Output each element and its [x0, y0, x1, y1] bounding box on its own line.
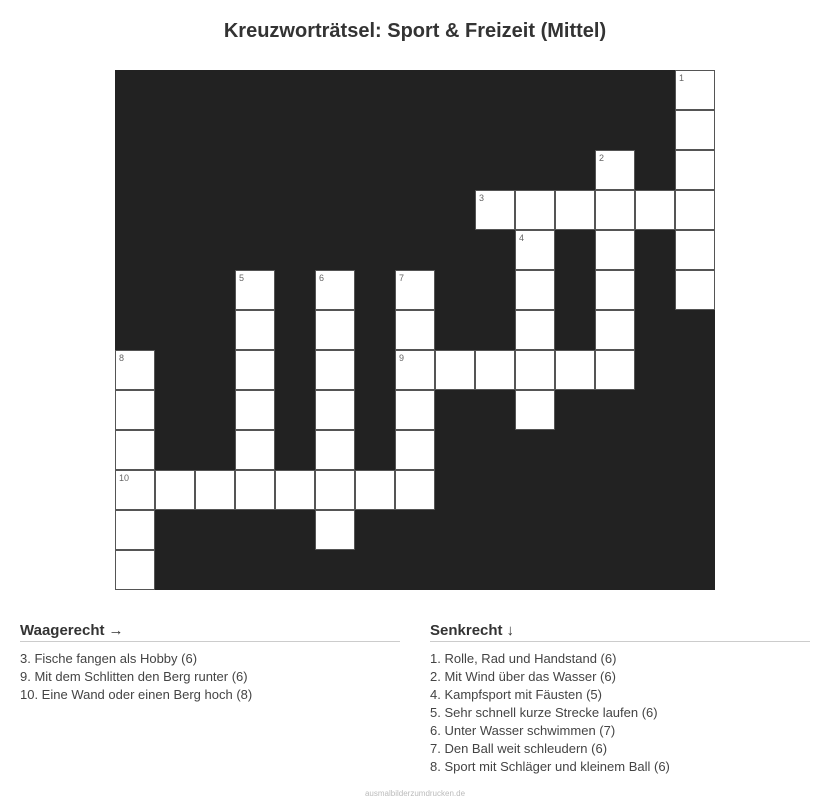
grid-cell[interactable] [475, 350, 515, 390]
down-heading-label: Senkrecht [430, 622, 503, 639]
grid-cell[interactable] [275, 470, 315, 510]
grid-cell[interactable] [435, 350, 475, 390]
grid-cell[interactable] [395, 310, 435, 350]
grid-cell[interactable] [395, 430, 435, 470]
clue-number: 4 [519, 233, 525, 243]
grid-cell[interactable] [595, 230, 635, 270]
grid-cell[interactable] [395, 470, 435, 510]
across-clue: 9. Mit dem Schlitten den Berg runter (6) [20, 669, 248, 684]
grid-cell[interactable] [515, 230, 555, 270]
arrow-down-icon: ↓ [506, 622, 515, 639]
grid-cell[interactable] [395, 390, 435, 430]
down-clue: 2. Mit Wind über das Wasser (6) [430, 669, 616, 684]
clue-number: 7 [399, 273, 405, 283]
grid-cell[interactable] [315, 390, 355, 430]
grid-cell[interactable] [315, 270, 355, 310]
grid-cell[interactable] [395, 350, 435, 390]
grid-cell[interactable] [555, 350, 595, 390]
grid-cell[interactable] [395, 270, 435, 310]
footer-credit: ausmalbilderzumdrucken.de [364, 789, 466, 798]
clue-number: 8 [119, 353, 125, 363]
across-heading-label: Waagerecht [20, 622, 105, 639]
grid-cell[interactable] [515, 350, 555, 390]
grid-cell[interactable] [115, 430, 155, 470]
down-clue: 4. Kampfsport mit Fäusten (5) [430, 687, 602, 702]
grid-cell[interactable] [595, 270, 635, 310]
across-clue-list [20, 650, 400, 704]
grid-cell[interactable] [115, 390, 155, 430]
across-clue: 10. Eine Wand oder einen Berg hoch (8) [20, 687, 253, 702]
grid-cell[interactable] [595, 350, 635, 390]
grid-cell[interactable] [115, 350, 155, 390]
grid-cell[interactable] [595, 150, 635, 190]
clue-number: 6 [319, 273, 325, 283]
grid-cell[interactable] [675, 110, 715, 150]
grid-cell[interactable] [355, 470, 395, 510]
across-clues-panel [20, 622, 400, 704]
grid-cell[interactable] [235, 390, 275, 430]
clue-number: 2 [599, 153, 605, 163]
grid-cell[interactable] [315, 350, 355, 390]
grid-cell[interactable] [115, 470, 155, 510]
grid-cell[interactable] [475, 190, 515, 230]
clue-number: 10 [119, 473, 130, 483]
down-clue: 5. Sehr schnell kurze Strecke laufen (6) [430, 705, 658, 720]
clue-number: 9 [399, 353, 405, 363]
grid-cell[interactable] [635, 190, 675, 230]
grid-cell[interactable] [235, 350, 275, 390]
clue-number: 5 [239, 273, 245, 283]
across-clue: 3. Fische fangen als Hobby (6) [20, 651, 198, 666]
grid-cell[interactable] [515, 310, 555, 350]
grid-cell[interactable] [675, 270, 715, 310]
grid-cell[interactable] [115, 510, 155, 550]
grid-cell[interactable] [515, 390, 555, 430]
down-clue-list [430, 650, 810, 776]
grid-cell[interactable] [195, 470, 235, 510]
grid-cell[interactable] [595, 310, 635, 350]
crossword-grid [115, 70, 715, 590]
grid-cell[interactable] [155, 470, 195, 510]
puzzle-title: Kreuzworträtsel: Sport & Freizeit (Mittel) [223, 20, 607, 42]
grid-cell[interactable] [235, 470, 275, 510]
down-heading [430, 622, 810, 642]
grid-cell[interactable] [675, 70, 715, 110]
grid-cell[interactable] [675, 190, 715, 230]
down-clue: 8. Sport mit Schläger und kleinem Ball (6) [430, 759, 670, 774]
grid-cell[interactable] [315, 430, 355, 470]
grid-cell[interactable] [235, 430, 275, 470]
grid-cell[interactable] [515, 190, 555, 230]
grid-cell[interactable] [115, 550, 155, 590]
grid-cell[interactable] [595, 190, 635, 230]
grid-cell[interactable] [235, 310, 275, 350]
grid-cell[interactable] [515, 270, 555, 310]
grid-cell[interactable] [675, 230, 715, 270]
down-clue: 7. Den Ball weit schleudern (6) [430, 741, 608, 756]
clue-number: 3 [479, 193, 485, 203]
grid-cell[interactable] [315, 310, 355, 350]
grid-cell[interactable] [555, 190, 595, 230]
down-clue: 1. Rolle, Rad und Handstand (6) [430, 651, 617, 666]
down-clues-panel [430, 622, 810, 776]
grid-cell[interactable] [235, 270, 275, 310]
clue-number: 1 [679, 73, 685, 83]
across-heading [20, 622, 400, 642]
arrow-right-icon: → [108, 622, 124, 639]
grid-cell[interactable] [675, 150, 715, 190]
grid-cell[interactable] [315, 470, 355, 510]
down-clue: 6. Unter Wasser schwimmen (7) [430, 723, 616, 738]
grid-cell[interactable] [315, 510, 355, 550]
